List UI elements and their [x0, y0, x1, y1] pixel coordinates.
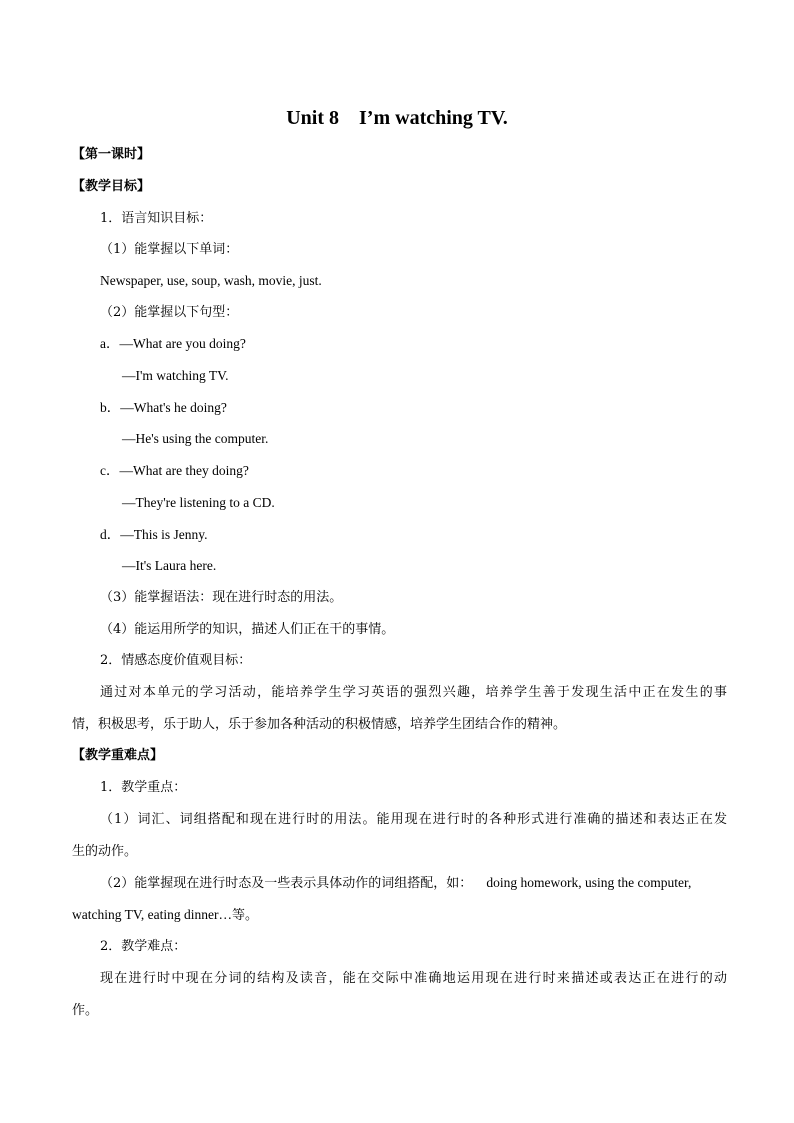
vocabulary-list: Newspaper, use, soup, wash, movie, just. — [100, 273, 322, 288]
section-heading-goals: 【教学目标】 — [72, 179, 151, 194]
key-2-paragraph-line-2: 作。 — [72, 1003, 99, 1018]
sentence-c-question: c．—What are they doing? — [100, 463, 249, 478]
goal-1-sub-4: （4）能运用所学的知识，描述人们正在干的事情。 — [100, 622, 395, 637]
key-1-paragraph-2-line-2 — [72, 906, 727, 925]
sentence-d-answer: —It's Laura here. — [122, 558, 217, 573]
section-heading-lesson: 【第一课时】 — [72, 147, 151, 162]
key-1-paragraph-1-line-2: 生的动作。 — [72, 844, 138, 859]
key-1-paragraph-2-cn: （2）能掌握现在进行时态及一些表示具体动作的词组搭配，如： — [100, 876, 473, 891]
sentence-b-question: b．—What's he doing? — [100, 400, 227, 415]
key-1-heading: 1．教学重点： — [100, 780, 187, 795]
goal-1-sub-3: （3）能掌握语法：现在进行时态的用法。 — [100, 590, 343, 605]
key-1-paragraph-2-line-1 — [100, 874, 727, 893]
goal-1-heading: 1．语言知识目标： — [100, 211, 213, 226]
key-1-paragraph-2-en: doing homework, using the computer, — [486, 875, 692, 890]
goal-2-heading: 2．情感态度价值观目标： — [100, 653, 252, 668]
key-2-heading: 2．教学难点： — [100, 939, 187, 954]
sentence-d-question: d．—This is Jenny. — [100, 527, 208, 542]
key-1-paragraph-1-line-1: （1）词汇、词组搭配和现在进行时的用法。能用现在进行时的各种形式进行准确的描述和表达正在发 — [100, 812, 727, 827]
section-heading-key-points: 【教学重难点】 — [72, 748, 164, 763]
sentence-b-answer: —He's using the computer. — [122, 431, 269, 446]
goal-2-paragraph-line-1: 通过对本单元的学习活动，能培养学生学习英语的强烈兴趣，培养学生善于发现生活中正在发生的事 — [100, 685, 727, 700]
goal-1-sub-1: （1）能掌握以下单词： — [100, 242, 239, 257]
sentence-c-answer: —They're listening to a CD. — [122, 495, 275, 510]
goal-2-paragraph-line-2: 情，积极思考，乐于助人，乐于参加各种活动的积极情感，培养学生团结合作的精神。 — [72, 717, 567, 732]
sentence-a-answer: —I'm watching TV. — [122, 368, 229, 383]
key-1-paragraph-2-cn-cont: 等。 — [231, 908, 258, 923]
key-1-paragraph-2-en-cont: watching TV, eating dinner… — [72, 907, 232, 922]
sentence-a-question: a．—What are you doing? — [100, 336, 246, 351]
page-title: Unit 8 I’m watching TV. — [286, 107, 508, 129]
goal-1-sub-2: （2）能掌握以下句型： — [100, 305, 239, 320]
key-2-paragraph-line-1: 现在进行时中现在分词的结构及读音，能在交际中准确地运用现在进行时来描述或表达正在进行的动 — [100, 971, 727, 986]
